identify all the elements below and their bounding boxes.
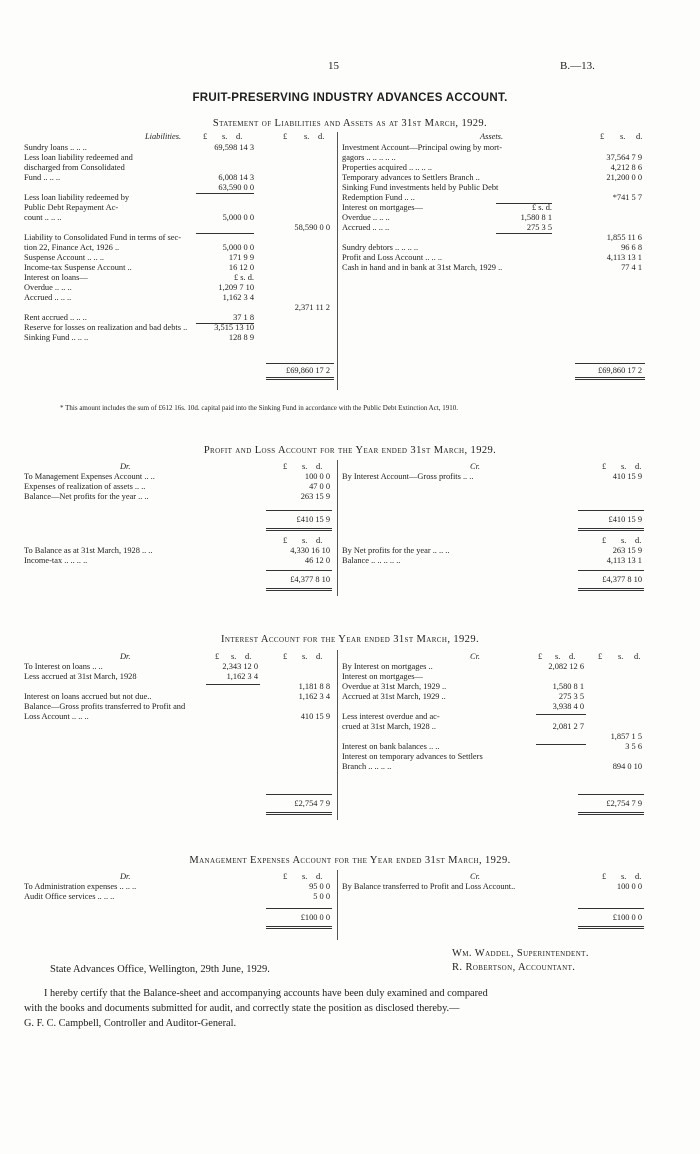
mgmt-credit-row-v: 100 0 0 [616,882,642,891]
asset-row-b: 1,855 11 6 [606,233,642,242]
int-credit-row-label: Less interest overdue and ac- [342,712,440,721]
document-reference: B.—13. [560,60,595,72]
liability-row-label: Accrued .. .. .. [24,293,72,302]
asset-row-label: Accrued .. .. .. [342,223,390,232]
pl-right-col-shillings: s. [621,462,627,471]
liability-row-a: 5,000 0 0 [222,243,254,252]
liability-row-label: Suspense Account .. .. .. [24,253,105,262]
rule [578,794,644,795]
int-dr-label: Dr. [120,652,131,661]
int-credit-row-label: crued at 31st March, 1928 .. [342,722,436,731]
certificate-line-2: with the books and documents submitted for audit, and correctly state the position as disclosed thereby.— [24,1003,460,1014]
int-debit-row-label: To Interest on loans .. .. [24,662,103,671]
rule [578,570,644,571]
liability-row-label: count .. .. .. [24,213,62,222]
pl-debit-row-v: 100 0 0 [304,472,330,481]
pl-left2-col-pence: d. [316,536,323,545]
asset-row-a: £ s. d. [531,203,552,212]
pl-right2-col-pounds: £ [602,536,607,545]
rule [536,714,586,715]
int-debit-row-b: 1,162 3 4 [298,692,330,701]
mgmt-debit-row-label: To Administration expenses .. .. .. [24,882,137,891]
int-right-a-pence: d. [569,652,576,661]
pl-credit2-row-v: 263 15 9 [612,546,642,555]
liability-row-label: Liability to Consolidated Fund in terms of sec- [24,233,182,242]
int-debit-row-label: Loss Account .. .. .. [24,712,89,721]
rule [578,812,644,813]
pl-left2-col-shillings: s. [302,536,308,545]
liability-row-a: 16 12 0 [228,263,254,272]
int-right-b-pence: d. [634,652,641,661]
asset-row-b: 37,564 7 9 [606,153,642,162]
int-credit-row-b: 3 5 6 [625,742,642,751]
pl-right-total: £410 15 9 [608,515,642,524]
rule [196,323,254,324]
liability-row-label: Sundry loans .. .. .. [24,143,87,152]
management-divider [337,870,338,940]
balance-sheet-divider [337,132,338,390]
int-credit-row-label: By Interest on mortgages .. [342,662,433,671]
pl-debit-row-v: 47 0 0 [309,482,330,491]
pl-cr-label: Cr. [470,462,481,471]
liab-col-a-pence: d. [236,132,243,141]
signature-accountant: R. Robertson, Accountant. [452,962,576,973]
rule [196,233,254,234]
liability-row-label: Less loan liability redeemed by [24,193,130,202]
rule [266,377,334,378]
int-right-b-shillings: s. [618,652,624,661]
int-debit-row-b: 410 15 9 [300,712,330,721]
pl-left-col-pounds: £ [283,462,288,471]
interest-heading: Interest Account for the Year ended 31st March, 1929. [220,634,480,645]
liabilities-heading: Liabilities. [145,132,182,141]
pl-right2-col-shillings: s. [621,536,627,545]
pl-credit-row-label: By Interest Account—Gross profits .. .. [342,472,474,481]
rule [196,193,254,194]
profit-loss-heading: Profit and Loss Account for the Year ended 31st March, 1929. [203,445,497,456]
signature-superintendent: Wm. Waddel, Superintendent. [452,948,589,959]
liability-row-a: 6,008 14 3 [218,173,254,182]
int-credit-row-label: Accrued at 31st March, 1929 .. [342,692,446,701]
rule [266,510,332,511]
int-left-a-shillings: s. [231,652,237,661]
int-credit-row-a: 2,081 2 7 [552,722,584,731]
rule [266,588,332,589]
asset-row-b: *741 5 7 [612,193,642,202]
pl-debit-row-label: Expenses of realization of assets .. .. [24,482,146,491]
rule [266,928,332,929]
int-debit-row-label: Interest on loans accrued but not due.. [24,692,152,701]
asset-row-a: 275 3 5 [526,223,552,232]
int-cr-label: Cr. [470,652,481,661]
int-credit-row-b: 1,857 1 5 [610,732,642,741]
rule [266,908,332,909]
rule [578,928,644,929]
pl-dr-label: Dr. [120,462,131,471]
rule [575,379,645,380]
asset-row-b: 77 4 1 [621,263,642,272]
rule [266,812,332,813]
liability-row-a: 171 9 9 [228,253,254,262]
liab-col-b-pounds: £ [283,132,288,141]
mgmt-debit-row-v: 5 0 0 [313,892,330,901]
liability-row-a: 3,515 13 10 [214,323,254,332]
rule [266,590,332,591]
liability-row-label: Sinking Fund .. .. .. [24,333,89,342]
liability-row-a: 1,209 7 10 [218,283,254,292]
int-debit-row-label: Less accrued at 31st March, 1928 [24,672,137,681]
pl-credit2-row-label: By Net profits for the year .. .. .. [342,546,450,555]
liability-row-a: 37 1 8 [233,313,254,322]
mgmt-left-col-pence: d. [316,872,323,881]
mgmt-right-total: £100 0 0 [612,913,642,922]
liability-row-a: 69,598 14 3 [214,143,254,152]
assets-col-shillings: s. [620,132,626,141]
asset-row-label: Properties acquired .. .. .. .. [342,163,433,172]
asset-row-label: Cash in hand and in bank at 31st March, 1929 .. [342,263,503,272]
int-debit-row-b: 1,181 8 8 [298,682,330,691]
int-credit-row-label: Interest on temporary advances to Settlers [342,752,483,761]
interest-divider [337,650,338,820]
mgmt-cr-label: Cr. [470,872,481,881]
pl-debit2-row-v: 4,330 16 10 [290,546,330,555]
rule [266,528,332,529]
rule [266,794,332,795]
mgmt-debit-row-label: Audit Office services .. .. .. [24,892,115,901]
pl-debit-row-label: To Management Expenses Account .. .. [24,472,155,481]
int-left-b-shillings: s. [302,652,308,661]
int-left-total: £2,754 7 9 [294,799,330,808]
int-credit-row-b: 894 0 10 [612,762,642,771]
rule [575,377,645,378]
int-left-a-pounds: £ [215,652,220,661]
liability-row-label: Interest on loans— [24,273,88,282]
pl-credit2-row-v: 4,113 13 1 [606,556,642,565]
certificate-line-3: G. F. C. Campbell, Controller and Auditor-General. [24,1018,237,1029]
asset-row-label: Interest on mortgages— [342,203,423,212]
liability-row-label: Fund .. .. .. [24,173,61,182]
assets-col-pounds: £ [600,132,605,141]
int-debit-row-label: Balance—Gross profits transferred to Profit and [24,702,186,711]
int-debit-row-a: 1,162 3 4 [226,672,258,681]
int-credit-row-label: Branch .. .. .. .. [342,762,392,771]
liab-col-b-pence: d. [318,132,325,141]
int-credit-row-a: 2,082 12 6 [548,662,584,671]
liability-row-a: 63,590 0 0 [218,183,254,192]
pl-left-total: £410 15 9 [296,515,330,524]
asset-row-label: Investment Account—Principal owing by mort- [342,143,503,152]
office-date: State Advances Office, Wellington, 29th June, 1929. [50,964,270,975]
mgmt-right-col-shillings: s. [621,872,627,881]
rule [578,814,644,815]
pl-left-col-shillings: s. [302,462,308,471]
int-right-a-pounds: £ [538,652,543,661]
rule [266,363,334,364]
asset-row-label: gagors .. .. .. .. .. [342,153,396,162]
asset-row-label: Overdue .. .. .. [342,213,390,222]
mgmt-left-total: £100 0 0 [300,913,330,922]
assets-total: £69,860 17 2 [598,366,642,375]
mgmt-dr-label: Dr. [120,872,131,881]
pl-right-col-pence: d. [635,462,642,471]
mgmt-right-col-pence: d. [635,872,642,881]
liability-row-label: Reserve for losses on realization and bad debts .. [24,323,188,332]
page-number: 15 [328,60,339,72]
asset-row-b: 4,113 13 1 [606,253,642,262]
management-heading: Management Expenses Account for the Year ended 31st March, 1929. [189,855,511,866]
rule [578,926,644,927]
int-credit-row-a: 275 3 5 [558,692,584,701]
liab-col-b-shillings: s. [304,132,310,141]
liabilities-total: £69,860 17 2 [286,366,330,375]
rule [536,744,586,745]
int-credit-row-label: Interest on mortgages— [342,672,423,681]
rule [206,684,260,685]
liability-row-b: 58,590 0 0 [294,223,330,232]
int-left-b-pounds: £ [283,652,288,661]
asset-row-label: Redemption Fund .. .. [342,193,415,202]
pl-right2-col-pence: d. [635,536,642,545]
rule [575,363,645,364]
pl-right2-total: £4,377 8 10 [602,575,642,584]
int-left-a-pence: d. [245,652,252,661]
int-credit-row-label: Overdue at 31st March, 1929 .. [342,682,447,691]
liability-row-label: Overdue .. .. .. [24,283,72,292]
liability-row-label: discharged from Consolidated [24,163,125,172]
pl-debit2-row-v: 46 12 0 [304,556,330,565]
int-right-b-pounds: £ [598,652,603,661]
mgmt-left-col-shillings: s. [302,872,308,881]
rule [578,530,644,531]
rule [578,588,644,589]
rule [496,203,552,204]
asset-row-label: Sinking Fund investments held by Public Debt [342,183,499,192]
balance-sheet-heading: Statement of Liabilities and Assets as at 31st March, 1929. [212,118,488,129]
liability-row-label: tion 22, Finance Act, 1926 .. [24,243,120,252]
rule [266,926,332,927]
rule [578,590,644,591]
pl-debit2-row-label: To Balance as at 31st March, 1928 .. .. [24,546,153,555]
pl-right-col-pounds: £ [602,462,607,471]
liability-row-label: Public Debt Repayment Ac- [24,203,119,212]
profit-loss-divider [337,460,338,596]
liability-row-b: 2,371 11 2 [294,303,330,312]
assets-col-pence: d. [636,132,643,141]
int-left-b-pence: d. [316,652,323,661]
liability-row-a: 128 8 9 [228,333,254,342]
liab-col-a-shillings: s. [222,132,228,141]
page-title: FRUIT-PRESERVING INDUSTRY ADVANCES ACCOUNT. [192,92,508,104]
liability-row-a: £ s. d. [233,273,254,282]
int-credit-row-a: 1,580 8 1 [552,682,584,691]
rule [266,814,332,815]
asset-row-label: Temporary advances to Settlers Branch .. [342,173,480,182]
asset-row-a: 1,580 8 1 [520,213,552,222]
rule [496,233,552,234]
asset-row-b: 96 6 8 [621,243,642,252]
int-debit-row-a: 2,343 12 0 [222,662,258,671]
pl-credit-row-v: 410 15 9 [612,472,642,481]
mgmt-left-col-pounds: £ [283,872,288,881]
mgmt-debit-row-v: 95 0 0 [309,882,330,891]
liability-row-label: Less loan liability redeemed and [24,153,133,162]
mgmt-right-col-pounds: £ [602,872,607,881]
rule [266,379,334,380]
liability-row-a: 5,000 0 0 [222,213,254,222]
rule [578,908,644,909]
liability-row-label: Rent accrued .. .. .. [24,313,87,322]
asset-row-label: Sundry debtors .. .. .. .. [342,243,419,252]
pl-debit-row-label: Balance—Net profits for the year .. .. [24,492,149,501]
asset-row-label: Profit and Loss Account .. .. .. [342,253,443,262]
rule [578,528,644,529]
liability-row-a: 1,162 3 4 [222,293,254,302]
pl-debit-row-v: 263 15 9 [300,492,330,501]
rule [266,570,332,571]
pl-left2-col-pounds: £ [283,536,288,545]
int-credit-row-label: Interest on bank balances .. .. [342,742,440,751]
pl-debit2-row-label: Income-tax .. .. .. .. [24,556,88,565]
pl-left-col-pence: d. [316,462,323,471]
mgmt-credit-row-label: By Balance transferred to Profit and Loss Account.. [342,882,516,891]
asset-row-b: 4,212 8 6 [610,163,642,172]
int-credit-row-a: 3,938 4 0 [552,702,584,711]
liab-col-a-pounds: £ [203,132,208,141]
certificate-line-1: I hereby certify that the Balance-sheet and accompanying accounts have been duly examined and compared [44,988,488,999]
rule [578,510,644,511]
asset-row-b: 21,200 0 0 [606,173,642,182]
footnote: * This amount includes the sum of £612 16s. 10d. capital paid into the Sinking Fund in accordance with the Public Debt Extinction Act, 1910. [60,404,459,412]
liability-row-label: Income-tax Suspense Account .. [24,263,132,272]
int-right-total: £2,754 7 9 [606,799,642,808]
assets-heading: Assets. [480,132,504,141]
pl-credit2-row-label: Balance .. .. .. .. .. [342,556,401,565]
int-right-a-shillings: s. [555,652,561,661]
pl-left2-total: £4,377 8 10 [290,575,330,584]
rule [266,530,332,531]
